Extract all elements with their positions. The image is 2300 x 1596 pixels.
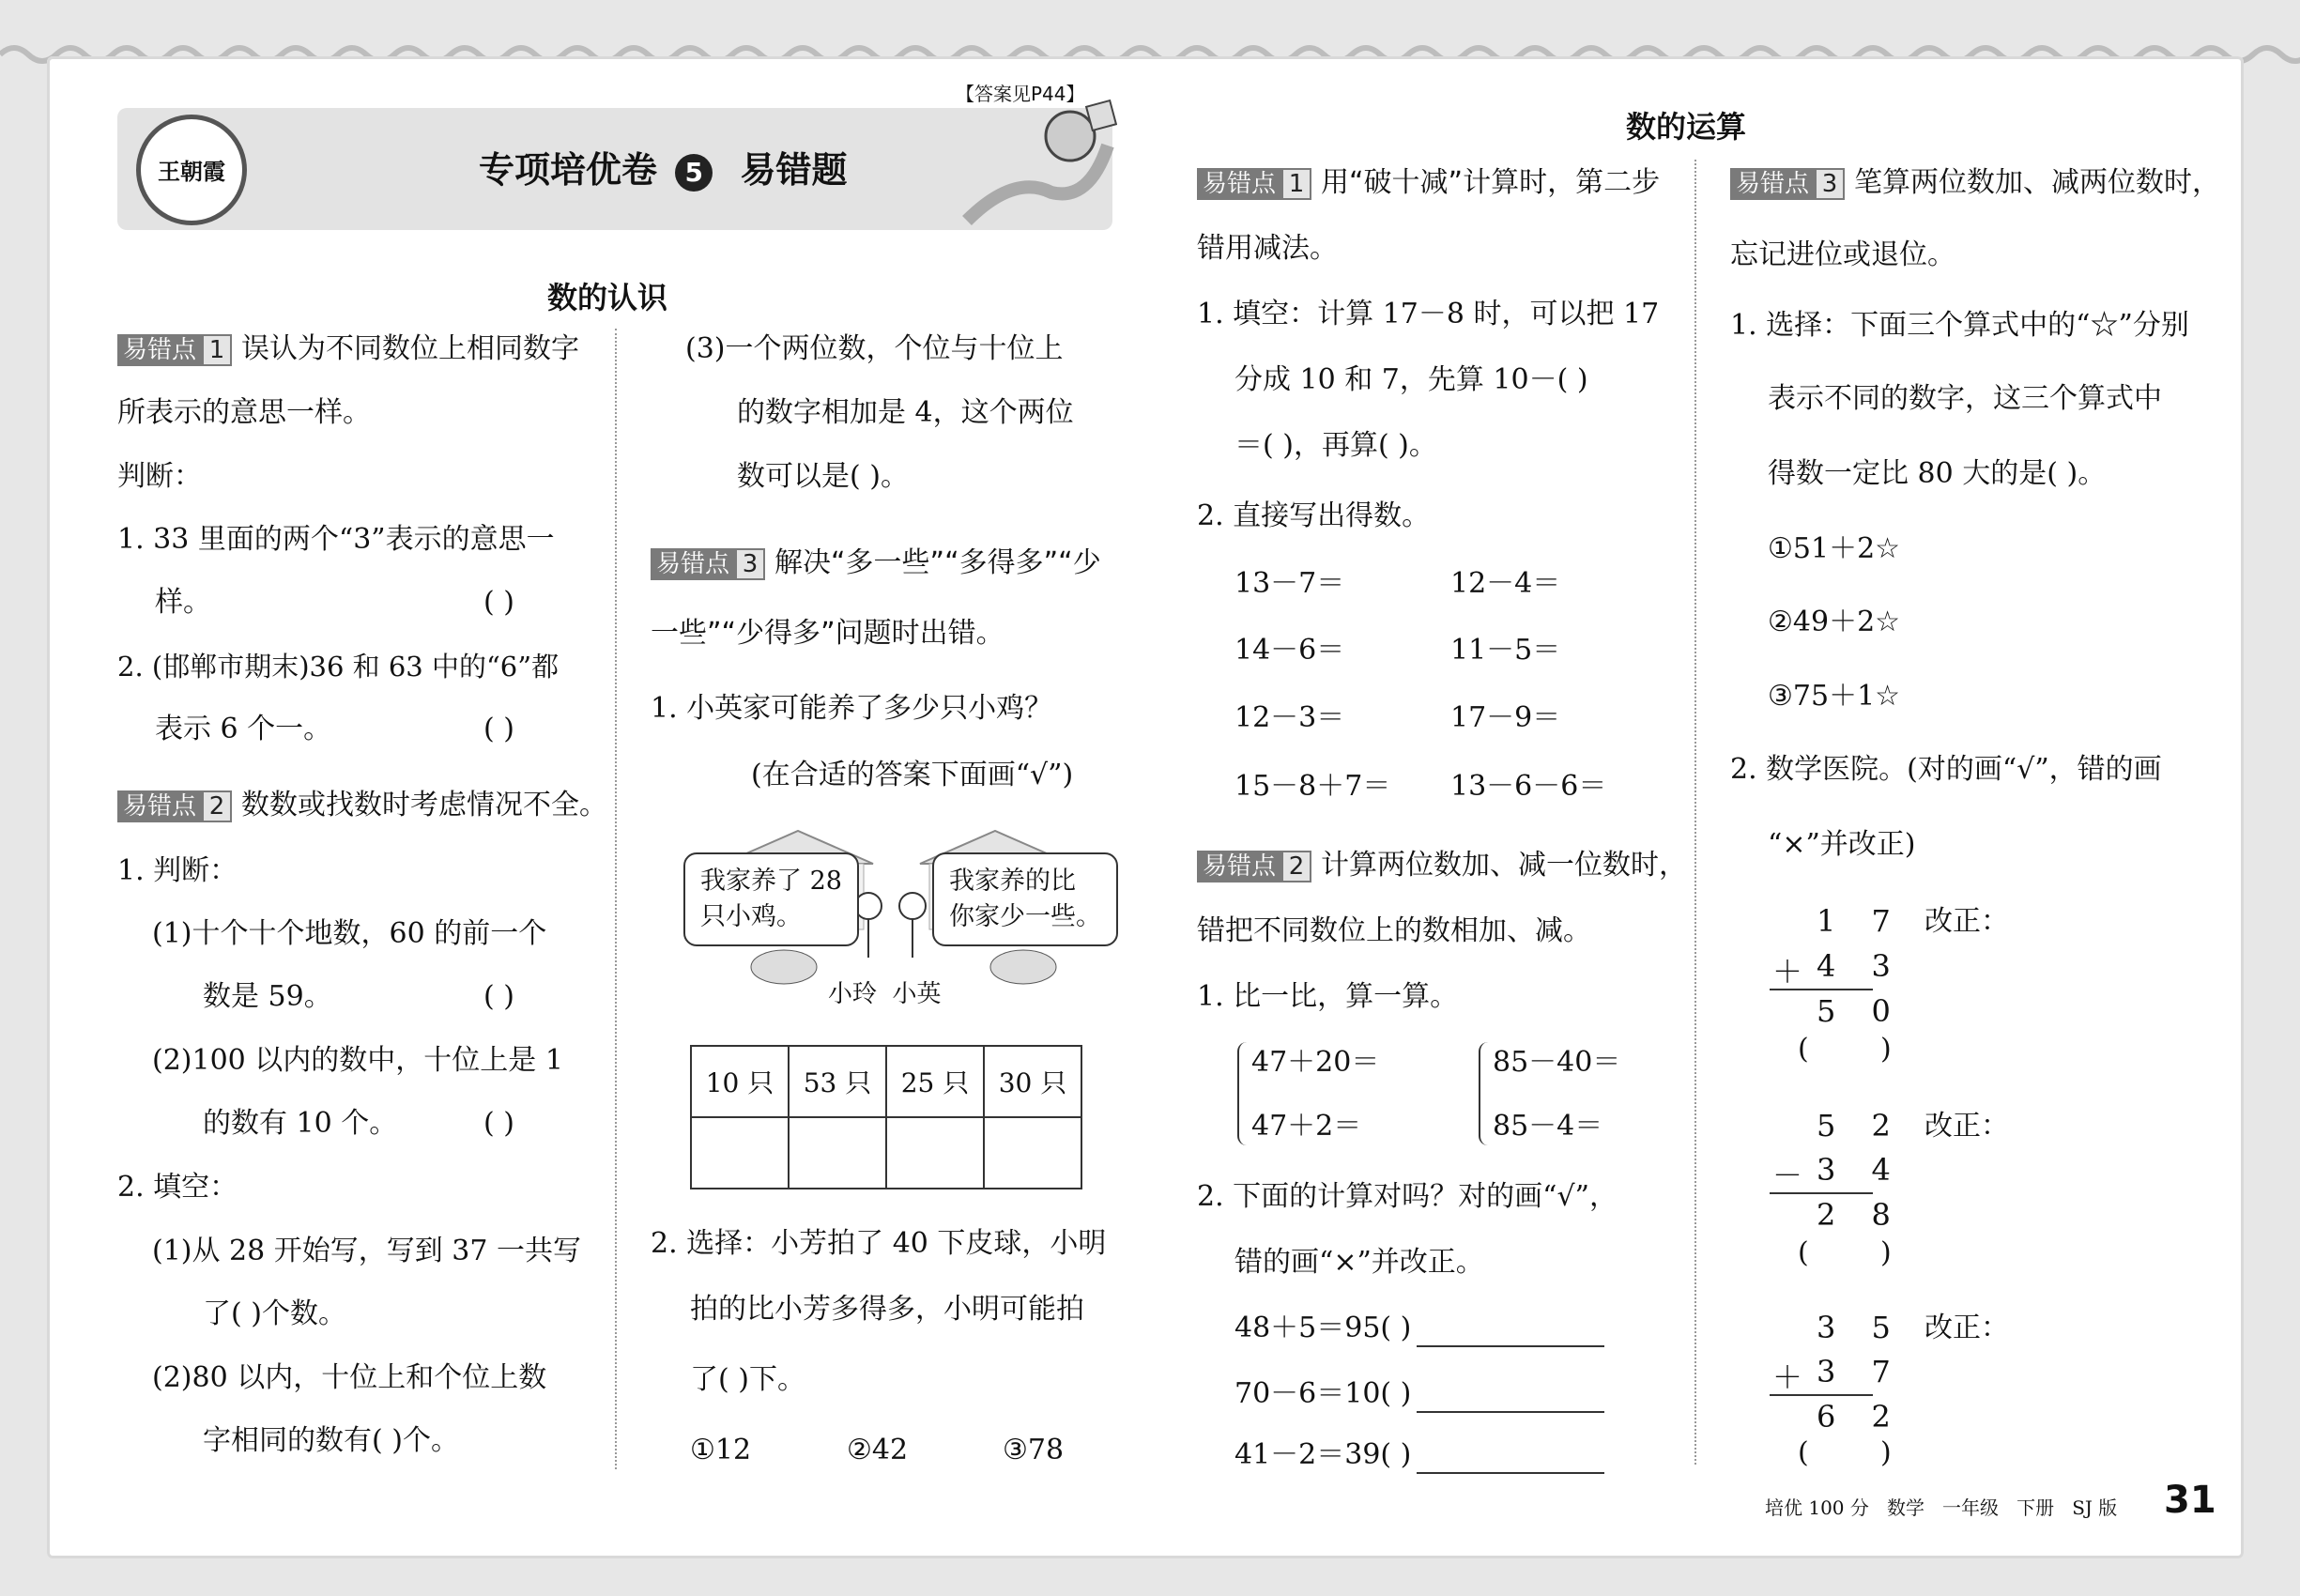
col1-error-point-1-cont: 所表示的意思一样。	[117, 396, 371, 429]
vertical-calc-top: 1 7	[1817, 903, 1904, 939]
col3-c1: 1. 比一比，算一算。	[1197, 980, 1459, 1013]
calc-item[interactable]: 12－3＝	[1234, 701, 1345, 734]
calc-item[interactable]: 12－4＝	[1450, 567, 1561, 600]
footer-series: 培优 100 分	[1765, 1496, 1869, 1519]
check-text: 70－6＝10( )	[1234, 1377, 1412, 1410]
col3-c2-line1: 2. 下面的计算对吗？对的画“√”，	[1197, 1180, 1618, 1213]
col1-p1-2-line2: 的数有 10 个。	[203, 1107, 398, 1140]
error-point-number: 2	[202, 790, 232, 822]
error-point-tag: 易错点	[651, 548, 735, 580]
col1-p2-2-line2[interactable]: 字相同的数有( )个。	[203, 1424, 459, 1457]
error-point-tag: 易错点	[117, 790, 202, 822]
speech-bubble-right	[932, 852, 1118, 946]
col4-q1-line1: 1. 选择：下面三个算式中的“☆”分别	[1730, 309, 2189, 342]
choice-option[interactable]: ①12	[690, 1434, 752, 1466]
check-text: 41－2＝39( )	[1234, 1438, 1412, 1471]
answer-reference: 【答案见P44】	[956, 83, 1085, 105]
vertical-calc-op: －	[1772, 1158, 1817, 1193]
fix-label: 改正：	[1924, 1110, 2009, 1143]
col1-judge-label: 判断：	[117, 460, 202, 493]
fix-label: 改正：	[1924, 1312, 2009, 1344]
error-point-text: 解决“多一些”“多得多”“少	[774, 546, 1101, 579]
error-point-tag: 易错点	[1197, 851, 1281, 882]
vertical-calc-result: 5 0	[1817, 993, 1904, 1029]
vertical-calc-line	[1770, 989, 1873, 990]
bubble-text: 我家养的比	[949, 867, 1076, 896]
calc-item[interactable]: 17－9＝	[1450, 701, 1561, 734]
choice-option[interactable]: ②49＋2☆	[1768, 606, 1901, 638]
col1-q1-answer-paren[interactable]: ( )	[483, 586, 514, 619]
kids-names: 小玲 小英	[828, 980, 942, 1008]
col2-p3-line2: 的数字相加是 4，这个两位	[737, 396, 1074, 429]
mascot-illustration	[958, 89, 1117, 230]
col4-q2-line1: 2. 数学医院。(对的画“√”，错的画	[1730, 753, 2162, 786]
check-item[interactable]	[1234, 1310, 1604, 1347]
col3-q1-line1: 1. 填空：计算 17－8 时，可以把 17	[1197, 298, 1660, 330]
col3-error-point-2-cont: 错把不同数位上的数相加、减。	[1197, 914, 1591, 947]
col3-q2: 2. 直接写出得数。	[1197, 499, 1431, 532]
col1-p1-1-answer-paren[interactable]: ( )	[483, 980, 514, 1013]
vertical-calc-top: 3 5	[1817, 1310, 1904, 1345]
col1-p1-label: 1. 判断：	[117, 854, 238, 887]
col1-p1-2-line1: (2)100 以内的数中，十位上是 1	[152, 1044, 563, 1077]
col1-q2-answer-paren[interactable]: ( )	[483, 713, 514, 745]
col1-error-point-2	[117, 787, 607, 824]
col3-error-point-2	[1197, 847, 1687, 884]
check-item[interactable]	[1234, 1436, 1604, 1474]
col4-error-point-3-cont: 忘记进位或退位。	[1730, 238, 1955, 271]
column-divider	[1694, 160, 1696, 1465]
vertical-calc-op: ＋	[1772, 954, 1817, 990]
col2-p3-line1: (3)一个两位数，个位与十位上	[685, 332, 1064, 365]
vertical-calc-paren[interactable]: ( )	[1798, 1236, 1892, 1269]
title-text: 专项培优卷	[479, 149, 658, 191]
col1-q1-line1: 1. 33 里面的两个“3”表示的意思一	[117, 523, 555, 556]
check-text: 48＋5＝95( )	[1234, 1312, 1412, 1344]
choice-option[interactable]: ②42	[847, 1434, 909, 1466]
col4-q1-line2: 表示不同的数字，这三个算式中	[1768, 382, 2162, 415]
vertical-calc-paren[interactable]: ( )	[1798, 1436, 1892, 1469]
section-title-number-recognition: 数的认识	[547, 280, 668, 315]
footer-edition: SJ 版	[2072, 1496, 2118, 1519]
error-point-number: 3	[1815, 168, 1845, 200]
col3-q1-line3[interactable]: ＝( )，再算( )。	[1234, 429, 1437, 462]
col1-p2-label: 2. 填空：	[117, 1171, 238, 1204]
vertical-calc-line	[1770, 1394, 1873, 1396]
option-cell: 10 只	[691, 1046, 789, 1117]
footer-grade: 一年级	[1942, 1496, 2000, 1519]
footer-volume: 下册	[2016, 1496, 2055, 1519]
answer-cell[interactable]	[886, 1117, 984, 1189]
col1-p2-2-line1: (2)80 以内，十位上和个位上数	[152, 1361, 547, 1394]
vertical-calc-bottom: 3 4	[1817, 1152, 1904, 1188]
correction-line[interactable]	[1417, 1446, 1604, 1474]
error-point-number: 1	[1281, 168, 1311, 200]
col2-q1: 1. 小英家可能养了多少只小鸡？	[651, 692, 1053, 725]
col2-q2-line3[interactable]: 了( )下。	[690, 1363, 805, 1396]
correction-line[interactable]	[1417, 1385, 1604, 1413]
error-point-tag: 易错点	[1730, 168, 1815, 200]
vertical-calc-result: 2 8	[1817, 1197, 1904, 1233]
col1-error-point-1	[117, 330, 579, 368]
col1-p1-2-answer-paren[interactable]: ( )	[483, 1107, 514, 1140]
error-point-number: 3	[735, 548, 765, 580]
title-subtitle: 易错题	[740, 149, 848, 191]
col2-q2-line1: 2. 选择：小芳拍了 40 下皮球，小明	[651, 1227, 1107, 1260]
error-point-number: 2	[1281, 851, 1311, 882]
header-title	[479, 141, 848, 192]
answer-cell[interactable]	[691, 1117, 789, 1189]
answer-cell[interactable]	[984, 1117, 1081, 1189]
col1-q2-line2: 表示 6 个一。	[155, 713, 332, 745]
bubble-text: 我家养了 28	[700, 867, 842, 896]
col3-error-point-1-cont: 错用减法。	[1197, 232, 1338, 265]
pair-item[interactable]: 47＋20＝	[1251, 1046, 1380, 1079]
col1-p2-1-line1: (1)从 28 开始写，写到 37 一共写	[152, 1235, 581, 1267]
col2-p3-line3[interactable]: 数可以是( )。	[737, 460, 909, 493]
col1-p1-1-line2: 数是 59。	[203, 980, 332, 1013]
option-cell: 53 只	[789, 1046, 886, 1117]
col2-q2-line2: 拍的比小芳多得多，小明可能拍	[690, 1293, 1084, 1326]
vertical-calc-bottom: 4 3	[1817, 948, 1904, 984]
correction-line[interactable]	[1417, 1319, 1604, 1347]
answer-cell[interactable]	[789, 1117, 886, 1189]
brace-left	[1237, 1042, 1252, 1145]
brand-logo-text: 王朝霞	[158, 158, 225, 185]
error-point-number: 1	[202, 334, 232, 366]
col1-q1-line2: 样。	[155, 586, 211, 619]
option-cell: 25 只	[886, 1046, 984, 1117]
col2-error-point-3-cont: 一些”“少得多”问题时出错。	[651, 617, 1004, 650]
calc-item[interactable]: 13－7＝	[1234, 567, 1345, 600]
column-divider	[615, 329, 617, 1469]
section-title-operations: 数的运算	[1626, 109, 1747, 145]
brace-right	[1479, 1042, 1494, 1145]
calc-item[interactable]: 11－5＝	[1450, 634, 1561, 667]
col1-p1-1-line1: (1)十个十个地数，60 的前一个	[152, 917, 547, 950]
calc-item[interactable]: 15－8＋7＝	[1234, 770, 1391, 803]
error-point-text: 误认为不同数位上相同数字	[241, 332, 580, 365]
error-point-tag: 易错点	[117, 334, 202, 366]
pair-item[interactable]: 47＋2＝	[1251, 1110, 1362, 1143]
vertical-calc-op: ＋	[1772, 1359, 1817, 1395]
option-cell: 30 只	[984, 1046, 1081, 1117]
col3-error-point-1	[1197, 164, 1660, 202]
speech-bubble-left	[683, 852, 859, 946]
col3-q1-line2[interactable]: 分成 10 和 7，先算 10－( )	[1234, 363, 1588, 396]
col3-c2-line2: 错的画“×”并改正。	[1234, 1246, 1484, 1279]
fix-label: 改正：	[1924, 905, 2009, 938]
col1-p2-1-line2[interactable]: 了( )个数。	[203, 1297, 346, 1330]
footer-info	[1765, 1493, 2117, 1520]
col4-q1-line3[interactable]: 得数一定比 80 大的是( )。	[1768, 457, 2107, 490]
error-point-text: 计算两位数加、减一位数时，	[1321, 849, 1688, 882]
page-number: 31	[2164, 1479, 2216, 1522]
vertical-calc-line	[1770, 1192, 1873, 1194]
col4-error-point-3	[1730, 164, 2220, 202]
brand-logo	[136, 115, 247, 225]
vertical-calc-top: 5 2	[1817, 1108, 1904, 1143]
choice-option[interactable]: ③75＋1☆	[1768, 680, 1901, 713]
col2-error-point-3	[651, 545, 1101, 582]
col1-q2-line1: 2. (邯郸市期末)36 和 63 中的“6”都	[117, 651, 560, 683]
col4-q2-line2: “×”并改正)	[1768, 828, 1916, 861]
error-point-text: 笔算两位数加、减两位数时，	[1854, 166, 2221, 199]
vertical-calc-result: 6 2	[1817, 1399, 1904, 1435]
calc-item[interactable]: 13－6－6＝	[1450, 770, 1607, 803]
choice-option[interactable]: ③78	[1003, 1434, 1065, 1466]
error-point-text: 数数或找数时考虑情况不全。	[241, 789, 608, 821]
bubble-text: 只小鸡。	[700, 902, 802, 931]
error-point-tag: 易错点	[1197, 168, 1281, 200]
check-item[interactable]	[1234, 1375, 1604, 1413]
calc-item[interactable]: 14－6＝	[1234, 634, 1345, 667]
bubble-text: 你家少一些。	[949, 902, 1101, 931]
footer-subject: 数学	[1886, 1496, 1924, 1519]
choice-option[interactable]: ①51＋2☆	[1768, 532, 1901, 565]
vertical-calc-paren[interactable]: ( )	[1798, 1033, 1892, 1066]
options-table	[690, 1045, 1082, 1189]
pair-item[interactable]: 85－40＝	[1493, 1046, 1621, 1079]
title-number: 5	[675, 154, 713, 192]
error-point-text: 用“破十减”计算时，第二步	[1321, 166, 1661, 199]
pair-item[interactable]: 85－4＝	[1493, 1110, 1603, 1143]
col2-q1-hint: (在合适的答案下面画“√”)	[751, 759, 1074, 791]
vertical-calc-bottom: 3 7	[1817, 1354, 1904, 1389]
